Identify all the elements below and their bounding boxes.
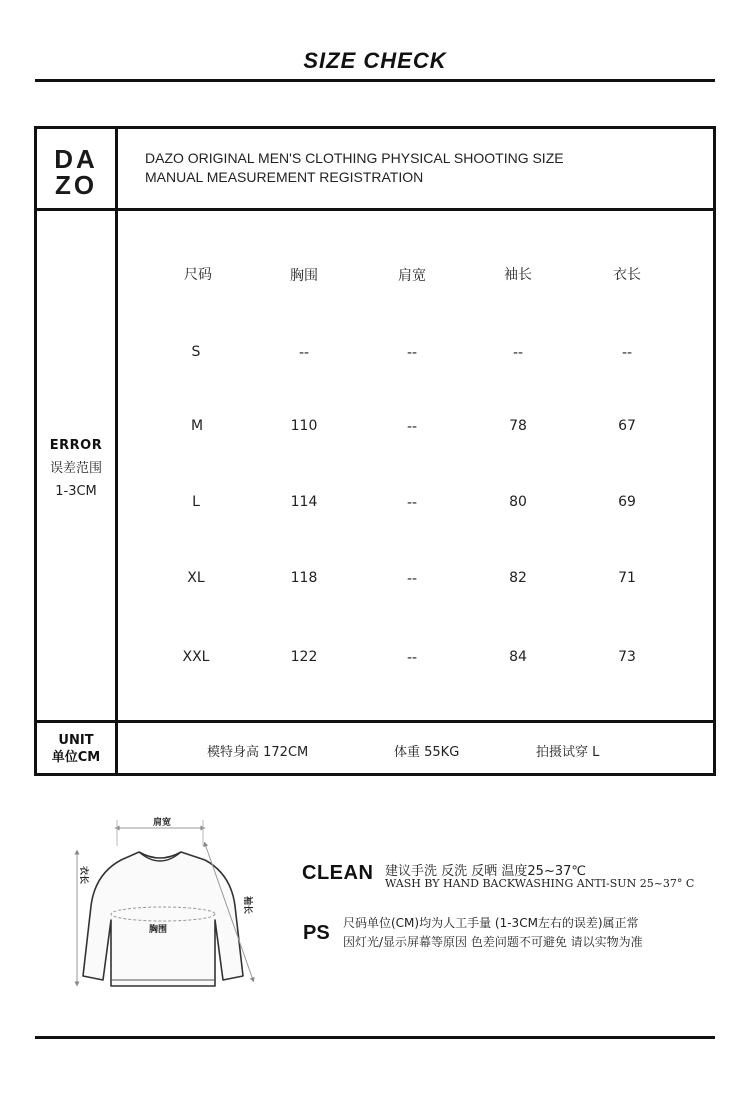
table-cell: 69 — [618, 494, 636, 510]
unit-note — [37, 732, 115, 766]
brand-logo-line1: DA — [54, 144, 98, 174]
model-weight: 体重 55KG — [394, 745, 460, 760]
table-cell: 122 — [290, 649, 318, 665]
table-cell: 114 — [290, 494, 318, 510]
page-title: SIZE CHECK — [303, 48, 447, 73]
clean-instructions-en: WASH BY HAND BACKWASHING ANTI-SUN 25~37° C — [385, 877, 695, 890]
table-cell: XXL — [182, 649, 210, 665]
table-cell: 110 — [290, 418, 318, 434]
ps-label: PS — [303, 922, 330, 944]
model-height: 模特身高 172CM — [207, 745, 309, 760]
garment-measurement-diagram — [55, 808, 280, 998]
error-range: 1-3CM — [55, 484, 97, 499]
table-cell: -- — [298, 345, 310, 361]
error-label: ERROR — [49, 438, 103, 453]
table-header-divider — [34, 208, 716, 211]
table-cell: 78 — [509, 418, 527, 434]
table-column-divider — [115, 126, 118, 776]
table-cell: 67 — [618, 418, 636, 434]
table-cell: L — [192, 494, 200, 510]
column-header-length: 衣长 — [613, 267, 641, 283]
table-cell: 82 — [509, 570, 527, 586]
ps-note-line1: 尺码单位(CM)均为人工手量 (1-3CM左右的误差)属正常 — [343, 916, 639, 930]
top-divider — [35, 79, 715, 82]
column-header-sleeve: 袖长 — [504, 267, 532, 283]
table-cell: -- — [406, 345, 418, 361]
table-cell: 84 — [509, 649, 527, 665]
size-worn: 拍摄试穿 L — [536, 745, 600, 760]
column-header-size: 尺码 — [184, 267, 212, 283]
table-cell: 80 — [509, 494, 527, 510]
header-line2: MANUAL MEASUREMENT REGISTRATION — [145, 169, 424, 185]
diagram-label-shoulder: 肩宽 — [152, 818, 172, 828]
column-header-shoulder: 肩宽 — [398, 268, 426, 284]
table-footer-divider — [34, 720, 716, 723]
diagram-label-sleeve: 袖长 — [242, 896, 252, 915]
brand-logo-line2: ZO — [54, 170, 98, 200]
table-cell: -- — [512, 345, 524, 361]
error-note — [37, 434, 115, 503]
unit-label-zh: 单位CM — [51, 750, 101, 765]
table-cell: -- — [406, 650, 418, 666]
table-cell: M — [190, 418, 204, 434]
header-description — [145, 149, 665, 187]
table-cell: -- — [406, 571, 418, 587]
diagram-label-chest: 胸围 — [148, 925, 168, 935]
table-cell: -- — [621, 345, 633, 361]
size-table-frame — [34, 126, 716, 776]
table-cell: -- — [406, 495, 418, 511]
table-cell: XL — [187, 570, 205, 586]
bottom-divider — [35, 1036, 715, 1039]
brand-logo — [37, 146, 115, 198]
diagram-label-length: 衣长 — [78, 866, 88, 885]
column-header-chest: 胸围 — [290, 268, 318, 284]
ps-note-line2: 因灯光/显示屏幕等原因 色差问题不可避免 请以实物为准 — [343, 935, 643, 949]
clean-instructions-zh: 建议手洗 反洗 反晒 温度25~37℃ — [385, 864, 586, 879]
clean-label: CLEAN — [302, 862, 374, 884]
table-cell: S — [191, 344, 201, 360]
table-cell: 73 — [618, 649, 636, 665]
table-cell: -- — [406, 419, 418, 435]
sweater-outline — [83, 852, 243, 986]
unit-label: UNIT — [58, 733, 94, 748]
table-cell: 118 — [290, 570, 318, 586]
error-label-zh: 误差范围 — [49, 461, 102, 476]
table-cell: 71 — [618, 570, 636, 586]
header-line1: DAZO ORIGINAL MEN'S CLOTHING PHYSICAL SHOOTING SIZE — [145, 150, 564, 166]
